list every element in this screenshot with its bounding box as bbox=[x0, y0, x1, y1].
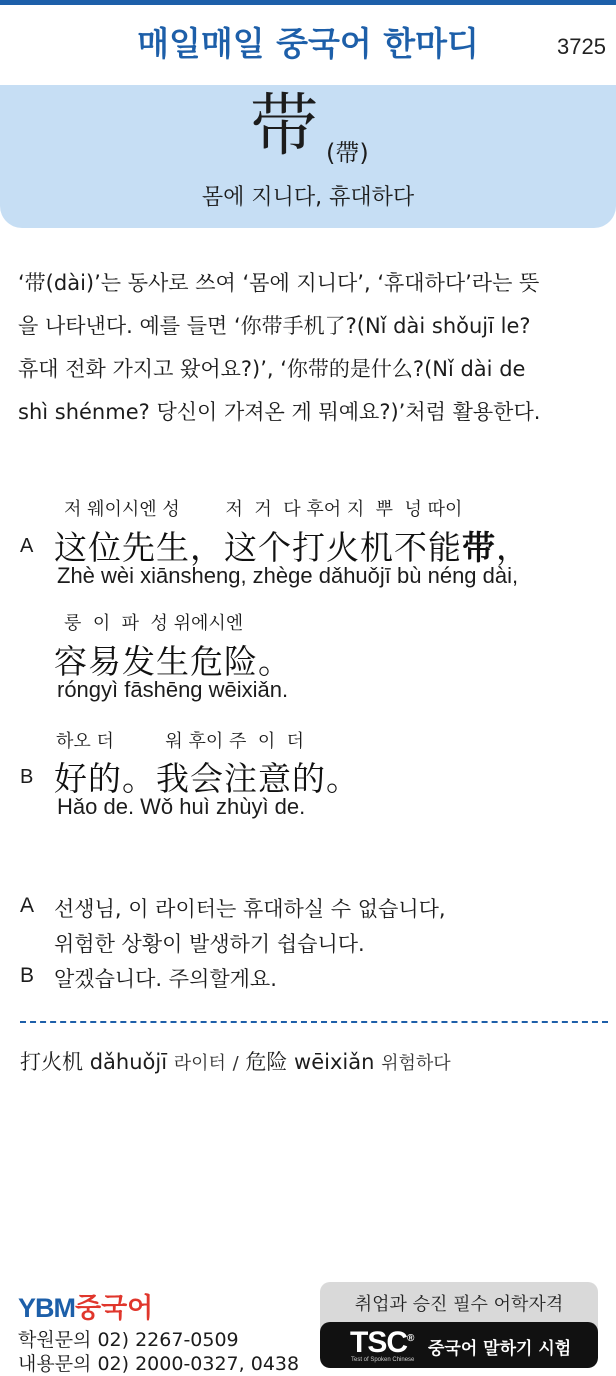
translation-line: 선생님, 이 라이터는 휴대하실 수 없습니다, bbox=[54, 897, 446, 921]
top-rule bbox=[0, 0, 616, 5]
speaker-label: B bbox=[20, 766, 34, 788]
tsc-name: 중국어 말하기 시험 bbox=[428, 1339, 572, 1359]
pronunciation-hint: 하오 더 워 후이 주 이 더 bbox=[56, 731, 305, 752]
vocab-separator: / bbox=[232, 1053, 239, 1074]
translation-speaker: A bbox=[20, 894, 35, 917]
ybm-logo bbox=[18, 1286, 153, 1325]
translation-line: 위험한 상황이 발생하기 쉽습니다. bbox=[54, 932, 365, 956]
contact-academy: 학원문의 02) 2267-0509 bbox=[18, 1329, 239, 1351]
tsc-logo-subtitle: Test of Spoken Chinese bbox=[351, 1357, 415, 1363]
vocab-pinyin: dǎhuǒjī bbox=[89, 1050, 168, 1074]
translation-line: 알겠습니다. 주의할게요. bbox=[54, 967, 277, 991]
highlighted-word: 带 bbox=[462, 528, 496, 567]
chinese-sentence: 好的。我会注意的。 bbox=[54, 759, 360, 798]
pronunciation-hint: 룽 이 파 성 위에시엔 bbox=[64, 613, 244, 634]
vocab-hanzi: 打火机 bbox=[20, 1050, 83, 1074]
vocab-pinyin: wēixiǎn bbox=[294, 1050, 375, 1074]
explanation-line: shì shénme? 당신이 가져온 게 뭐예요?)’처럼 활용한다. bbox=[18, 400, 541, 424]
chinese-sentence: 容易发生危险。 bbox=[54, 642, 292, 681]
explanation-line: 휴대 전화 가지고 왔어요?)’, ‘你带的是什么?(Nǐ dài de bbox=[18, 357, 526, 381]
headword-meaning: 몸에 지니다, 휴대하다 bbox=[201, 185, 415, 210]
contact-content: 내용문의 02) 2000-0327, 0438 bbox=[18, 1353, 300, 1375]
tsc-bar bbox=[320, 1322, 598, 1368]
issue-number: 3725 bbox=[557, 34, 606, 59]
chinese-sentence: 这位先生，这个打火机不能带， bbox=[54, 528, 530, 567]
tsc-tagline: 취업과 승진 필수 어학자격 bbox=[354, 1294, 564, 1315]
vocab-hanzi: 危险 bbox=[245, 1050, 288, 1074]
speaker-label: A bbox=[20, 535, 34, 557]
explanation-line: ‘带(dài)’는 동사로 쓰여 ‘몸에 지니다’, ‘휴대하다’라는 뜻 bbox=[18, 271, 540, 295]
tsc-banner bbox=[320, 1282, 598, 1368]
vocabulary-line bbox=[20, 1046, 451, 1076]
vocab-meaning: 위험하다 bbox=[381, 1053, 451, 1074]
ybm-logo-text: YBM bbox=[18, 1293, 75, 1323]
ybm-logo-subtext: 중국어 bbox=[75, 1293, 154, 1324]
tsc-logo: TSC® bbox=[350, 1326, 414, 1359]
pinyin-line: Zhè wèi xiānsheng, zhège dǎhuǒjī bù néng dài, bbox=[57, 563, 519, 588]
pinyin-line: róngyì fāshēng wēixiǎn. bbox=[57, 677, 289, 702]
headword-traditional: (帶) bbox=[326, 139, 369, 167]
pronunciation-hint: 저 웨이시엔 성 저 거 다 후어 지 뿌 넝 따이 bbox=[64, 499, 463, 520]
explanation-line: 을 나타낸다. 예를 들면 ‘你带手机了?(Nǐ dài shǒujī le? bbox=[18, 314, 531, 338]
dashed-divider bbox=[20, 1021, 608, 1023]
pinyin-line: Hǎo de. Wǒ huì zhùyì de. bbox=[57, 794, 306, 819]
headword-character: 带 bbox=[250, 87, 319, 166]
vocab-meaning: 라이터 bbox=[173, 1053, 226, 1074]
translation-speaker: B bbox=[20, 964, 35, 987]
explanation-paragraph bbox=[18, 262, 608, 434]
page-title: 매일매일 중국어 한마디 bbox=[137, 24, 479, 63]
